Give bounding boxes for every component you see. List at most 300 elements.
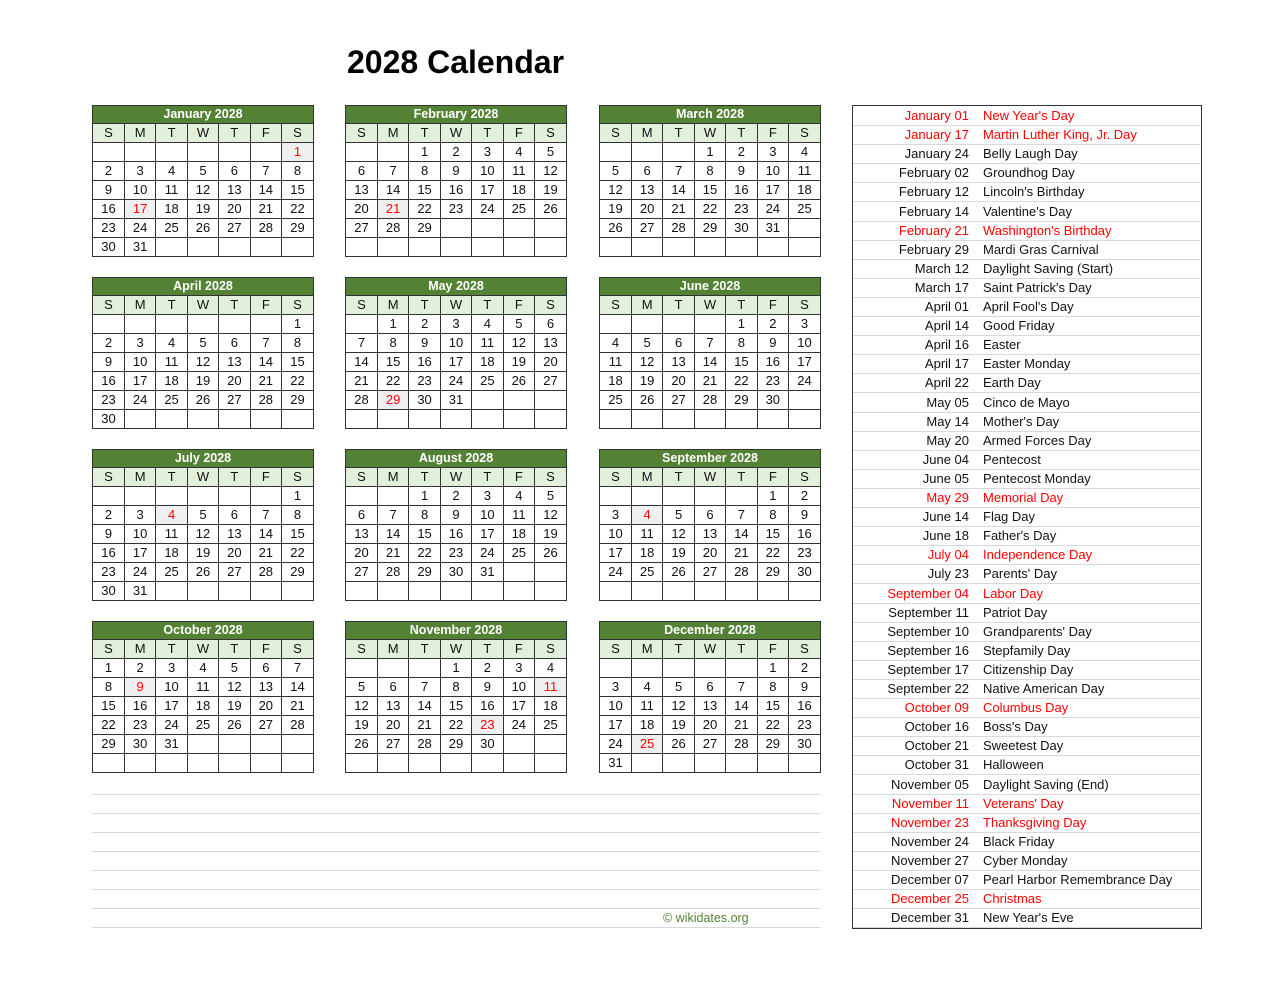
day-cell: 30 — [789, 735, 820, 754]
holiday-date: June 18 — [922, 528, 969, 544]
empty-day-cell — [219, 582, 250, 601]
weekday-header: T — [156, 296, 187, 315]
weekday-header: S — [346, 468, 377, 487]
weekday-header: F — [503, 296, 534, 315]
weekday-header: W — [187, 468, 218, 487]
empty-day-cell — [535, 238, 566, 257]
day-cell: 6 — [219, 334, 250, 353]
day-cell: 19 — [187, 544, 218, 563]
day-cell: 14 — [282, 678, 313, 697]
day-cell: 24 — [124, 563, 155, 582]
weekday-header: T — [409, 640, 440, 659]
day-cell: 22 — [440, 716, 471, 735]
day-cell: 24 — [440, 372, 471, 391]
empty-day-cell — [156, 238, 187, 257]
day-cell: 27 — [219, 391, 250, 410]
day-cell: 14 — [726, 697, 757, 716]
day-cell: 29 — [440, 735, 471, 754]
holiday-name: April Fool's Day — [983, 299, 1074, 314]
day-cell: 14 — [250, 181, 281, 200]
day-cell: 19 — [535, 181, 566, 200]
day-cell: 12 — [219, 678, 250, 697]
day-cell: 8 — [757, 678, 788, 697]
empty-day-cell — [187, 735, 218, 754]
day-cell: 10 — [440, 334, 471, 353]
day-cell: 13 — [346, 525, 377, 544]
day-cell: 24 — [472, 544, 503, 563]
empty-day-cell — [156, 143, 187, 162]
day-cell: 10 — [600, 697, 631, 716]
holiday-name: Flag Day — [983, 509, 1036, 525]
day-cell: 28 — [726, 563, 757, 582]
empty-day-cell — [409, 582, 440, 601]
day-cell: 16 — [93, 544, 124, 563]
day-cell: 21 — [282, 697, 313, 716]
day-cell: 15 — [757, 525, 788, 544]
day-cell: 15 — [694, 181, 725, 200]
day-cell: 1 — [93, 659, 124, 678]
empty-day-cell — [503, 735, 534, 754]
day-cell: 2 — [440, 487, 471, 506]
day-cell: 30 — [409, 391, 440, 410]
empty-day-cell — [93, 315, 124, 334]
day-cell: 22 — [694, 200, 725, 219]
weekday-header: S — [346, 124, 377, 143]
day-cell: 12 — [535, 506, 566, 525]
day-cell: 1 — [694, 143, 725, 162]
weekday-header: S — [535, 468, 566, 487]
day-cell: 12 — [663, 525, 694, 544]
day-cell: 26 — [600, 219, 631, 238]
holiday-name: Pentecost Monday — [983, 470, 1091, 486]
day-cell: 25 — [472, 372, 503, 391]
day-cell: 23 — [472, 716, 503, 735]
day-cell: 24 — [156, 716, 187, 735]
month-calendar — [92, 449, 314, 601]
day-cell: 5 — [346, 678, 377, 697]
day-cell: 21 — [250, 372, 281, 391]
day-cell: 19 — [600, 200, 631, 219]
empty-day-cell — [377, 659, 408, 678]
day-cell: 11 — [187, 678, 218, 697]
day-cell: 13 — [250, 678, 281, 697]
empty-day-cell — [219, 410, 250, 429]
empty-day-cell — [377, 582, 408, 601]
day-cell: 18 — [631, 544, 662, 563]
weekday-header: M — [631, 124, 662, 143]
day-cell: 29 — [726, 391, 757, 410]
day-cell: 3 — [757, 143, 788, 162]
day-cell: 11 — [600, 353, 631, 372]
weekday-header: F — [250, 124, 281, 143]
day-cell: 10 — [472, 162, 503, 181]
day-cell: 7 — [663, 162, 694, 181]
empty-day-cell — [503, 563, 534, 582]
day-cell: 26 — [346, 735, 377, 754]
holiday-name: Easter Monday — [983, 356, 1071, 372]
holiday-date: January 17 — [904, 127, 969, 143]
empty-day-cell — [409, 238, 440, 257]
day-cell: 6 — [346, 162, 377, 181]
day-cell: 11 — [156, 353, 187, 372]
empty-day-cell — [503, 410, 534, 429]
empty-day-cell — [789, 391, 820, 410]
holiday-name: Father's Day — [983, 528, 1057, 544]
weekday-header: S — [600, 468, 631, 487]
day-cell: 27 — [631, 219, 662, 238]
note-line — [92, 889, 821, 890]
empty-day-cell — [156, 487, 187, 506]
day-cell: 18 — [535, 697, 566, 716]
day-cell: 6 — [219, 162, 250, 181]
empty-day-cell — [440, 754, 471, 773]
day-cell: 27 — [694, 735, 725, 754]
day-cell: 19 — [535, 525, 566, 544]
empty-day-cell — [663, 315, 694, 334]
day-cell: 23 — [409, 372, 440, 391]
holiday-row — [853, 393, 1200, 413]
day-cell: 25 — [156, 391, 187, 410]
day-cell: 23 — [726, 200, 757, 219]
day-cell: 9 — [789, 678, 820, 697]
day-cell: 6 — [663, 334, 694, 353]
day-cell: 14 — [250, 353, 281, 372]
day-cell: 29 — [757, 735, 788, 754]
empty-day-cell — [250, 487, 281, 506]
month-calendar — [599, 105, 821, 257]
weekday-header: T — [156, 124, 187, 143]
holiday-date: January 01 — [904, 108, 969, 123]
day-cell: 25 — [156, 563, 187, 582]
empty-day-cell — [535, 410, 566, 429]
holiday-date: April 16 — [924, 337, 969, 353]
day-cell: 26 — [219, 716, 250, 735]
empty-day-cell — [631, 315, 662, 334]
holiday-row — [853, 106, 1200, 126]
day-cell: 26 — [535, 200, 566, 219]
day-cell: 5 — [187, 162, 218, 181]
holiday-name: Native American Day — [983, 681, 1105, 696]
holiday-row — [853, 832, 1200, 852]
weekday-header: F — [503, 124, 534, 143]
holiday-row — [853, 794, 1200, 814]
empty-day-cell — [472, 219, 503, 238]
empty-day-cell — [726, 659, 757, 678]
empty-day-cell — [93, 143, 124, 162]
holiday-date: June 04 — [922, 451, 969, 467]
day-cell: 4 — [789, 143, 820, 162]
day-cell: 10 — [124, 525, 155, 544]
day-cell: 9 — [409, 334, 440, 353]
holiday-name: Martin Luther King, Jr. Day — [983, 127, 1137, 143]
empty-day-cell — [694, 487, 725, 506]
holiday-date: May 14 — [926, 413, 969, 429]
holiday-name: Black Friday — [983, 833, 1055, 849]
day-cell: 17 — [503, 697, 534, 716]
holiday-row — [853, 412, 1200, 432]
empty-day-cell — [694, 238, 725, 257]
empty-day-cell — [694, 659, 725, 678]
weekday-header: W — [187, 296, 218, 315]
day-cell: 2 — [93, 334, 124, 353]
day-cell: 25 — [789, 200, 820, 219]
weekday-header: W — [694, 640, 725, 659]
empty-day-cell — [663, 410, 694, 429]
empty-day-cell — [219, 735, 250, 754]
holiday-row — [853, 775, 1200, 795]
holiday-row — [853, 507, 1200, 527]
day-cell: 5 — [663, 506, 694, 525]
day-cell: 14 — [377, 525, 408, 544]
day-cell: 23 — [757, 372, 788, 391]
holiday-name: Cinco de Mayo — [983, 394, 1070, 410]
holiday-name: Citizenship Day — [983, 661, 1074, 677]
day-cell: 1 — [757, 659, 788, 678]
month-title: August 2028 — [346, 450, 566, 468]
weekday-header: T — [472, 640, 503, 659]
day-cell: 14 — [250, 525, 281, 544]
empty-day-cell — [472, 582, 503, 601]
empty-day-cell — [503, 391, 534, 410]
holiday-date: July 23 — [927, 566, 969, 582]
day-cell: 31 — [600, 754, 631, 773]
day-cell: 15 — [93, 697, 124, 716]
day-cell: 1 — [282, 487, 313, 506]
day-cell: 16 — [472, 697, 503, 716]
holiday-row — [853, 755, 1200, 775]
empty-day-cell — [346, 487, 377, 506]
weekday-header: F — [503, 468, 534, 487]
day-cell: 24 — [124, 391, 155, 410]
empty-day-cell — [600, 315, 631, 334]
month-title: July 2028 — [93, 450, 313, 468]
day-cell: 9 — [757, 334, 788, 353]
day-cell: 10 — [124, 181, 155, 200]
holiday-date: April 14 — [924, 318, 969, 334]
day-cell: 7 — [282, 659, 313, 678]
day-cell: 31 — [440, 391, 471, 410]
empty-day-cell — [93, 487, 124, 506]
empty-day-cell — [472, 754, 503, 773]
empty-day-cell — [663, 238, 694, 257]
weekday-header: S — [93, 296, 124, 315]
holiday-row — [853, 813, 1200, 833]
holiday-name: Good Friday — [983, 318, 1055, 334]
day-cell: 17 — [600, 716, 631, 735]
holiday-name: Belly Laugh Day — [983, 146, 1078, 162]
holiday-date: November 05 — [890, 776, 969, 792]
day-cell: 21 — [346, 372, 377, 391]
empty-day-cell — [694, 410, 725, 429]
day-cell: 25 — [631, 563, 662, 582]
empty-day-cell — [789, 219, 820, 238]
day-cell: 5 — [187, 334, 218, 353]
day-cell: 28 — [346, 391, 377, 410]
empty-day-cell — [124, 410, 155, 429]
day-cell: 2 — [93, 162, 124, 181]
empty-day-cell — [600, 659, 631, 678]
weekday-header: M — [124, 640, 155, 659]
day-cell: 26 — [663, 563, 694, 582]
day-cell: 7 — [409, 678, 440, 697]
day-cell: 19 — [187, 372, 218, 391]
empty-day-cell — [726, 410, 757, 429]
day-cell: 1 — [757, 487, 788, 506]
weekday-header: M — [124, 468, 155, 487]
day-cell: 22 — [726, 372, 757, 391]
day-cell: 31 — [124, 238, 155, 257]
day-cell: 7 — [250, 334, 281, 353]
day-cell: 26 — [187, 219, 218, 238]
day-cell: 4 — [156, 334, 187, 353]
day-cell: 21 — [409, 716, 440, 735]
empty-day-cell — [219, 315, 250, 334]
holiday-name: Labor Day — [983, 585, 1043, 601]
holiday-row — [853, 870, 1200, 890]
holiday-name: Cyber Monday — [983, 852, 1068, 868]
day-cell: 4 — [187, 659, 218, 678]
day-cell: 22 — [757, 716, 788, 735]
weekday-header: T — [663, 468, 694, 487]
day-cell: 8 — [93, 678, 124, 697]
weekday-header: F — [250, 296, 281, 315]
day-cell: 16 — [789, 525, 820, 544]
holiday-date: March 17 — [914, 279, 969, 295]
holiday-date: November 24 — [890, 833, 969, 849]
day-cell: 2 — [726, 143, 757, 162]
weekday-header: W — [440, 468, 471, 487]
day-cell: 13 — [377, 697, 408, 716]
day-cell: 20 — [694, 716, 725, 735]
day-cell: 5 — [535, 143, 566, 162]
day-cell: 17 — [600, 544, 631, 563]
holiday-name: Daylight Saving (Start) — [983, 260, 1114, 276]
empty-day-cell — [535, 563, 566, 582]
empty-day-cell — [346, 582, 377, 601]
weekday-header: S — [789, 296, 820, 315]
day-cell: 15 — [377, 353, 408, 372]
empty-day-cell — [250, 143, 281, 162]
empty-day-cell — [503, 219, 534, 238]
day-cell: 30 — [93, 582, 124, 601]
empty-day-cell — [694, 315, 725, 334]
day-cell: 24 — [503, 716, 534, 735]
empty-day-cell — [726, 238, 757, 257]
day-cell: 9 — [726, 162, 757, 181]
empty-day-cell — [535, 754, 566, 773]
credit-text[interactable]: © wikidates.org — [663, 911, 749, 925]
note-line — [92, 813, 821, 814]
day-cell: 6 — [694, 678, 725, 697]
empty-day-cell — [377, 487, 408, 506]
day-cell: 16 — [789, 697, 820, 716]
empty-day-cell — [377, 410, 408, 429]
day-cell: 27 — [346, 219, 377, 238]
holiday-row — [853, 202, 1200, 222]
empty-day-cell — [187, 238, 218, 257]
day-cell: 20 — [663, 372, 694, 391]
day-cell: 13 — [535, 334, 566, 353]
month-calendar — [345, 449, 567, 601]
day-cell: 11 — [631, 525, 662, 544]
day-cell: 15 — [282, 353, 313, 372]
weekday-header: S — [600, 640, 631, 659]
holiday-row — [853, 889, 1200, 909]
empty-day-cell — [409, 410, 440, 429]
month-grid — [346, 296, 566, 428]
day-cell: 10 — [757, 162, 788, 181]
day-cell: 4 — [535, 659, 566, 678]
day-cell: 6 — [694, 506, 725, 525]
day-cell: 20 — [219, 200, 250, 219]
holiday-date: September 16 — [887, 642, 969, 658]
day-cell: 9 — [93, 525, 124, 544]
month-title: June 2028 — [600, 278, 820, 296]
holiday-date: April 22 — [924, 375, 969, 391]
empty-day-cell — [789, 582, 820, 601]
day-cell: 20 — [377, 716, 408, 735]
empty-day-cell — [789, 238, 820, 257]
holiday-date: November 11 — [891, 795, 969, 811]
day-cell: 22 — [282, 544, 313, 563]
holiday-name: Mother's Day — [983, 413, 1060, 429]
day-cell: 28 — [726, 735, 757, 754]
empty-day-cell — [600, 410, 631, 429]
holiday-date: November 23 — [890, 814, 969, 830]
holiday-date: December 07 — [890, 872, 969, 887]
day-cell: 9 — [440, 506, 471, 525]
day-cell: 2 — [789, 487, 820, 506]
day-cell: 29 — [409, 219, 440, 238]
empty-day-cell — [409, 754, 440, 773]
day-cell: 16 — [726, 181, 757, 200]
day-cell: 1 — [409, 143, 440, 162]
empty-day-cell — [757, 238, 788, 257]
day-cell: 6 — [250, 659, 281, 678]
weekday-header: M — [631, 296, 662, 315]
holiday-row — [853, 679, 1200, 699]
day-cell: 10 — [156, 678, 187, 697]
day-cell: 11 — [156, 181, 187, 200]
weekday-header: S — [346, 640, 377, 659]
holiday-name: Thanksgiving Day — [983, 814, 1087, 830]
weekday-header: T — [219, 296, 250, 315]
day-cell: 13 — [219, 181, 250, 200]
month-title: October 2028 — [93, 622, 313, 640]
day-cell: 28 — [409, 735, 440, 754]
day-cell: 16 — [93, 372, 124, 391]
weekday-header: S — [600, 296, 631, 315]
empty-day-cell — [250, 238, 281, 257]
holiday-date: December 25 — [890, 891, 969, 907]
day-cell: 3 — [440, 315, 471, 334]
weekday-header: S — [93, 124, 124, 143]
day-cell: 12 — [631, 353, 662, 372]
empty-day-cell — [472, 391, 503, 410]
day-cell: 12 — [503, 334, 534, 353]
day-cell: 26 — [187, 563, 218, 582]
day-cell: 4 — [156, 506, 187, 525]
holiday-row — [853, 240, 1200, 260]
note-line — [92, 851, 821, 852]
day-cell: 21 — [377, 544, 408, 563]
day-cell: 15 — [757, 697, 788, 716]
day-cell: 15 — [282, 525, 313, 544]
weekday-header: T — [156, 640, 187, 659]
day-cell: 30 — [757, 391, 788, 410]
day-cell: 25 — [187, 716, 218, 735]
weekday-header: M — [631, 640, 662, 659]
